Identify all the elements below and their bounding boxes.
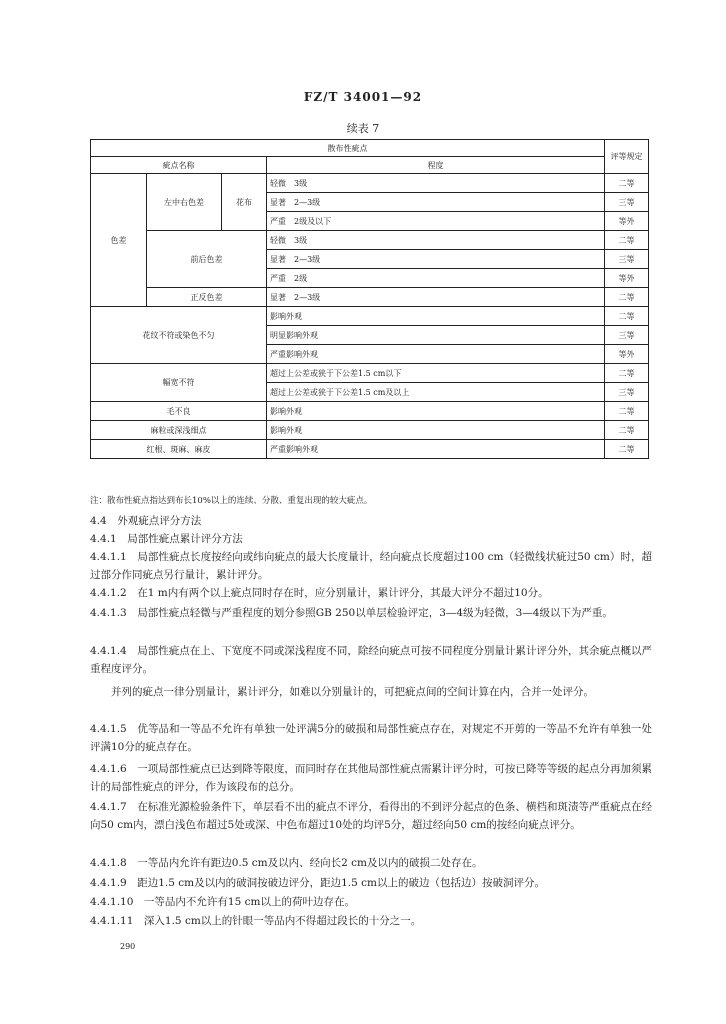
table-row <box>91 231 649 250</box>
clause-4-4-1-4-continued: 并列的疵点一律分别量计，累计评分，如难以分别量计的，可把疵点间的空间计算在内，合并一处评分。 <box>111 686 594 698</box>
grade-cell: 二等 <box>605 174 649 193</box>
defect-name: 左中右色差 <box>147 174 222 231</box>
category-cell: 色差 <box>91 174 147 307</box>
grade-cell: 二等 <box>605 307 649 326</box>
degree-cell: 显著 2—3级 <box>267 193 605 212</box>
section-heading-4-4: 4.4 外观疵点评分方法 <box>90 515 202 527</box>
grade-cell: 三等 <box>605 250 649 269</box>
grade-cell: 三等 <box>605 326 649 345</box>
degree-cell: 影响外观 <box>267 307 605 326</box>
clause-4-4-1-2: 4.4.1.2 在1 m内有两个以上疵点同时存在时，应分别量计，累计评分，其最大评分不超过10分。 <box>90 587 549 599</box>
degree-cell: 超过上公差或狭于下公差1.5 cm以下 <box>267 364 605 383</box>
table-row <box>91 402 649 421</box>
standard-number: FZ/T 34001—92 <box>303 90 423 104</box>
degree-cell: 影响外观 <box>267 421 605 440</box>
defect-subtype: 花布 <box>222 174 267 231</box>
table-row <box>91 307 649 326</box>
table-row <box>91 440 649 459</box>
table-row <box>91 364 649 383</box>
col-header-name: 疵点名称 <box>91 157 267 174</box>
col-header-degree: 程度 <box>267 157 605 174</box>
degree-cell: 轻微 3级 <box>267 174 605 193</box>
defect-table <box>90 139 649 459</box>
defect-name: 前后色差 <box>147 231 267 288</box>
grade-cell: 二等 <box>605 421 649 440</box>
clause-4-4-1-6: 4.4.1.6 一项局部性疵点已达到降等限度，而同时存在其他局部性疵点需累计评分时，可按已降等等级的起点分再加须累计的局部性疵点的评分，作为该段布的总分。 <box>90 763 652 793</box>
clause-4-4-1-11: 4.4.1.11 深入1.5 cm以上的针眼一等品内不得超过段长的十分之一。 <box>90 915 422 927</box>
grade-cell: 二等 <box>605 288 649 307</box>
grade-cell: 三等 <box>605 193 649 212</box>
degree-cell: 超过上公差或狭于下公差1.5 cm及以上 <box>267 383 605 402</box>
defect-name: 花纹不符或染色不匀 <box>91 307 267 364</box>
degree-cell: 显著 2—3级 <box>267 288 605 307</box>
table-row <box>91 288 649 307</box>
table-row <box>91 421 649 440</box>
degree-cell: 明显影响外观 <box>267 326 605 345</box>
degree-cell: 严重影响外观 <box>267 440 605 459</box>
section-heading-4-4-1: 4.4.1 局部性疵点累计评分方法 <box>90 533 243 545</box>
grade-cell: 二等 <box>605 402 649 421</box>
grade-cell: 二等 <box>605 231 649 250</box>
clause-4-4-1-5: 4.4.1.5 优等品和一等品不允许有单独一处评满5分的破损和局部性疵点存在，对规定不开剪的一等品不允许有单独一处评满10分的疵点存在。 <box>90 723 652 753</box>
defect-name: 幅宽不符 <box>91 364 267 402</box>
table-caption: 续表 7 <box>346 122 380 135</box>
clause-4-4-1-3: 4.4.1.3 局部性疵点轻微与严重程度的划分参照GB 250以单层检验评定，3—4级为轻微，3—4级以下为严重。 <box>90 607 613 619</box>
grade-cell: 二等 <box>605 440 649 459</box>
degree-cell: 严重影响外观 <box>267 345 605 364</box>
clause-4-4-1-10: 4.4.1.10 一等品内不允许有15 cm以上的荷叶边存在。 <box>90 896 355 908</box>
grade-cell: 等外 <box>605 269 649 288</box>
grade-cell: 二等 <box>605 364 649 383</box>
defect-name: 毛不良 <box>91 402 267 421</box>
page-number: 290 <box>120 942 136 951</box>
grade-cell: 等外 <box>605 212 649 231</box>
col-header-grade: 评等规定 <box>605 140 649 174</box>
degree-cell: 显著 2—3级 <box>267 250 605 269</box>
degree-cell: 严重 2级及以下 <box>267 212 605 231</box>
clause-4-4-1-4: 4.4.1.4 局部性疵点在上、下宽度不同或深浅程度不同，除经向疵点可按不同程度分别量计累计评分外，其余疵点概以严重程度评分。 <box>90 645 652 675</box>
degree-cell: 影响外观 <box>267 402 605 421</box>
table-note: 注：散布性疵点指达到布长10%以上的连续、分散、重复出现的较大疵点。 <box>90 496 373 506</box>
group-header: 散布性疵点 <box>91 140 605 157</box>
degree-cell: 轻微 3级 <box>267 231 605 250</box>
clause-4-4-1-7: 4.4.1.7 在标准光源检验条件下，单层看不出的疵点不评分，看得出的不到评分起点的色条、横档和斑渍等严重疵点在经向50 cm内，漂白浅色布超过5处或深、中色布超过10处的均评5分，超过经向50 cm的按经向疵点评分。 <box>90 801 652 831</box>
grade-cell: 等外 <box>605 345 649 364</box>
clause-4-4-1-8: 4.4.1.8 一等品内允许有距边0.5 cm及以内、经向长2 cm及以内的破损二处存在。 <box>90 857 483 869</box>
clause-4-4-1-1: 4.4.1.1 局部性疵点长度按经向或纬向疵点的最大长度量计，经向疵点长度超过100 cm（轻微线状疵过50 cm）时，超过部分作同疵点另行量计，累计评分。 <box>90 551 652 581</box>
degree-cell: 严重 2级 <box>267 269 605 288</box>
defect-name: 红根、斑麻、麻皮 <box>91 440 267 459</box>
clause-4-4-1-9: 4.4.1.9 距边1.5 cm及以内的破洞按破边评分，距边1.5 cm以上的破边（包括边）按破洞评分。 <box>90 877 545 889</box>
table-row <box>91 174 649 193</box>
grade-cell: 三等 <box>605 383 649 402</box>
defect-name: 正反色差 <box>147 288 267 307</box>
defect-name: 麻粒或深浅细点 <box>91 421 267 440</box>
